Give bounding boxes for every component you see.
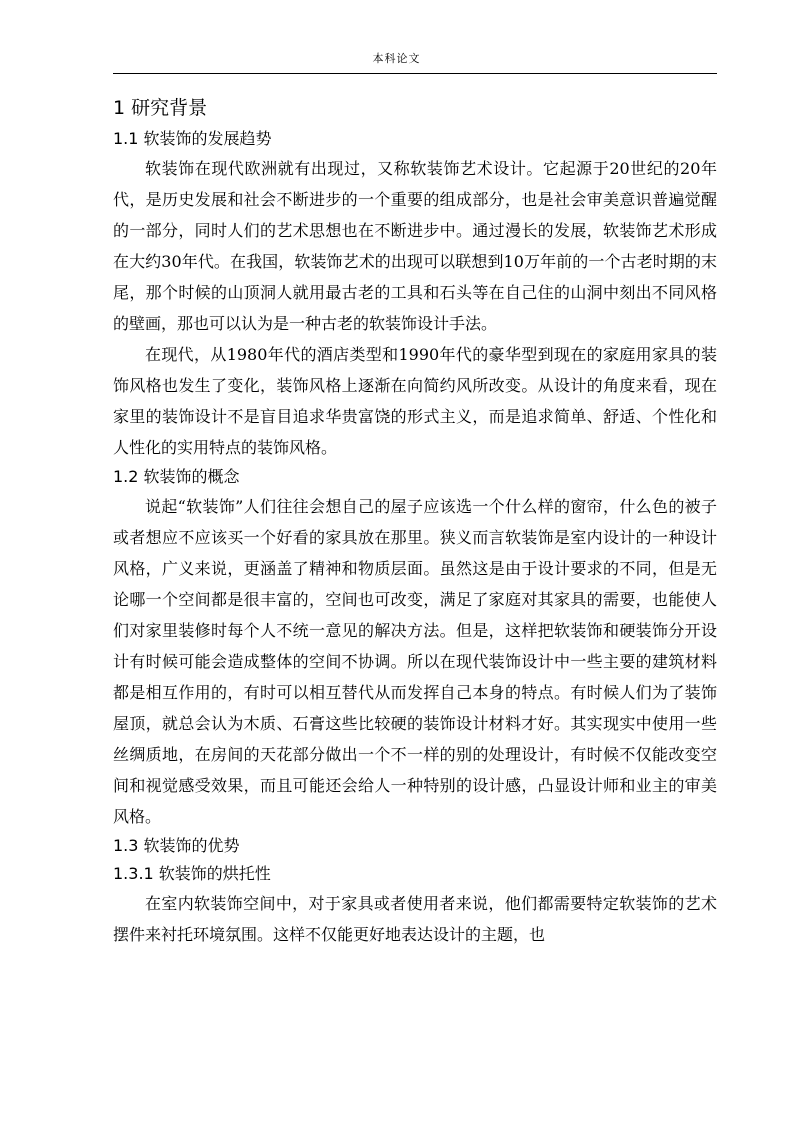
section-1-3-1-heading: 1.3.1 软装饰的烘托性 [113,864,271,883]
header-divider [113,73,717,74]
page-header: 本科论文 [372,52,421,65]
section-1-2-paragraph-1: 说起“软装饰”人们往往会想自己的屋子应该选一个什么样的窗帘，什么色的被子或者想应不应该买一个好看的家具放在那里。狭义而言软装饰是室内设计的一种设计风格，广义来说，更涵盖了精神和物质层面。虽然这是由于设计要求的不同，但是无论哪一个空间都是很丰富的，空间也可改变，满足了家庭对其家具的需要，也能使人们对家里装修时每个人不统一意见的解决方法。但是，这样把软装饰和硬装饰分开设计有时候可能会造成整体的空间不协调。所以在现代装饰设计中一些主要的建筑材料都是相互作用的，有时可以相互替代从而发挥自己本身的特点。有时候人们为了装饰屋顶，就总会认为木质、石膏这些比较硬的装饰设计材料才好。其实现实中使用一些丝绸质地，在房间的天花部分做出一个不一样的别的处理设计，有时候不仅能改变空间和视觉感受效果，而且可能还会给人一种特别的设计感，凸显设计师和业主的审美风格。 [113,497,717,826]
section-1-2-heading: 1.2 软装饰的概念 [113,467,240,486]
document-body [113,94,717,950]
section-1-1-paragraph-1: 软装饰在现代欧洲就有出现过，又称软装饰艺术设计。它起源于20世纪的20年代，是历史发展和社会不断进步的一个重要的组成部分，也是社会审美意识普遍觉醒的一部分，同时人们的艺术思想也在不断进步中。通过漫长的发展，软装饰艺术形成在大约30年代。在我国，软装饰艺术的出现可以联想到10万年前的一个古老时期的末尾，那个时候的山顶洞人就用最古老的工具和石头等在自己住的山洞中刻出不同风格的壁画，那也可以认为是一种古老的软装饰设计手法。 [113,159,717,333]
section-1-heading: 1 研究背景 [113,97,208,119]
section-1-1-heading: 1.1 软装饰的发展趋势 [113,129,272,148]
section-1-1-paragraph-2: 在现代，从1980年代的酒店类型和1990年代的豪华型到现在的家庭用家具的装饰风格也发生了变化，装饰风格上逐渐在向简约风所改变。从设计的角度来看，现在家里的装饰设计不是盲目追求华贵富饶的形式主义，而是追求简单、舒适、个性化和人性化的实用特点的装饰风格。 [113,345,717,457]
section-1-3-1-paragraph-1: 在室内软装饰空间中，对于家具或者使用者来说，他们都需要特定软装饰的艺术摆件来衬托环境氛围。这样不仅能更好地表达设计的主题，也 [113,894,717,944]
section-1-3-heading: 1.3 软装饰的优势 [113,836,240,855]
